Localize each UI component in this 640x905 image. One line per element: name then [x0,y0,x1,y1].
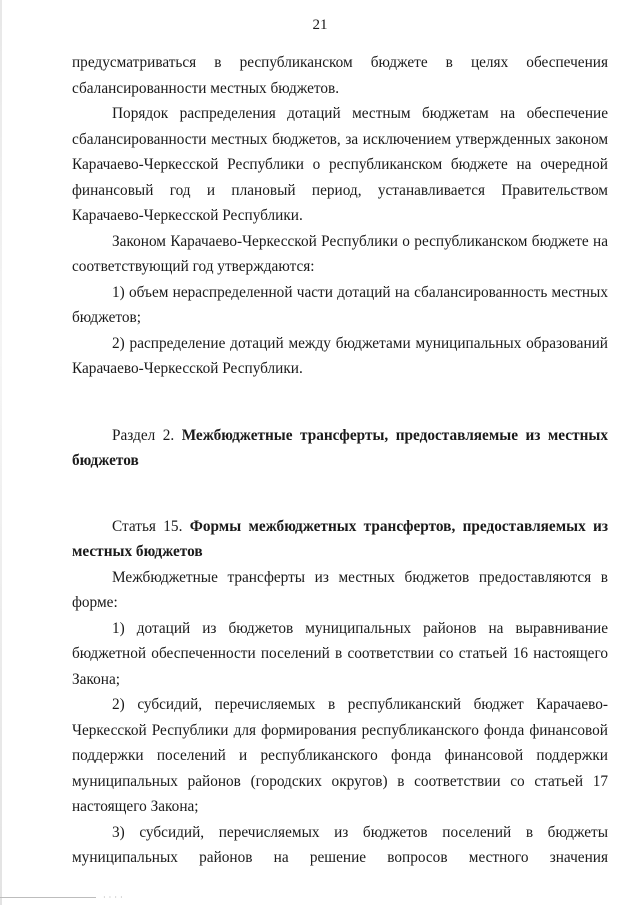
section-prefix: Раздел 2. [112,426,175,444]
article-title: Формы межбюджетных трансфертов, предоставляемых из местных бюджетов [72,517,608,560]
footer-marks: ···· [103,893,126,902]
page-number: 21 [312,17,328,33]
footer-rule [0,897,96,898]
article-item-2: 2) субсидий, перечисляемых в республиканский бюджет Карачаево-Черкесской Республики для формирования республиканского фонда финансовой поддержки поселений и республиканского фонда финансовой поддержки муниципальных районов (городских округов) в соответствии со статьей 17 настоящего Закона; [72,696,608,815]
article-prefix: Статья 15. [112,517,183,535]
section-heading [72,423,608,474]
document-body [72,50,608,871]
scan-left-edge [0,0,2,905]
list-item-1: 1) объем нераспределенной части дотаций на сбалансированность местных бюджетов; [72,283,608,326]
article-item-3: 3) субсидий, перечисляемых из бюджетов поселений в бюджеты муниципальных районов на решение вопросов местного значения [72,823,608,866]
list-item-2: 2) распределение дотаций между бюджетами муниципальных образований Карачаево-Черкесской Республики. [72,334,608,377]
paragraph-distribution-order: Порядок распределения дотаций местным бюджетам на обеспечение сбалансированности местных бюджетов, за исключением утвержденных законом Карачаево-Черкесской Республики о республиканском бюджете на очередной финансовый год и плановый период, устанавливается Правительством Карачаево-Черкесской Республики. [72,105,608,224]
article-heading [72,514,608,565]
spacer [72,474,608,514]
article-item-1: 1) дотаций из бюджетов муниципальных районов на выравнивание бюджетной обеспеченности поселений в соответствии со статьей 16 настоящего Закона; [72,619,608,688]
paragraph-law-approves: Законом Карачаево-Черкесской Республики о республиканском бюджете на соответствующий год утверждаются: [72,232,608,275]
spacer [72,382,608,423]
article-intro: Межбюджетные трансферты из местных бюджетов предоставляются в форме: [72,568,608,611]
paragraph-continuation: предусматриваться в республиканском бюджете в целях обеспечения сбалансированности местных бюджетов. [72,54,608,97]
section-title: Межбюджетные трансферты, предоставляемые из местных бюджетов [72,426,608,469]
